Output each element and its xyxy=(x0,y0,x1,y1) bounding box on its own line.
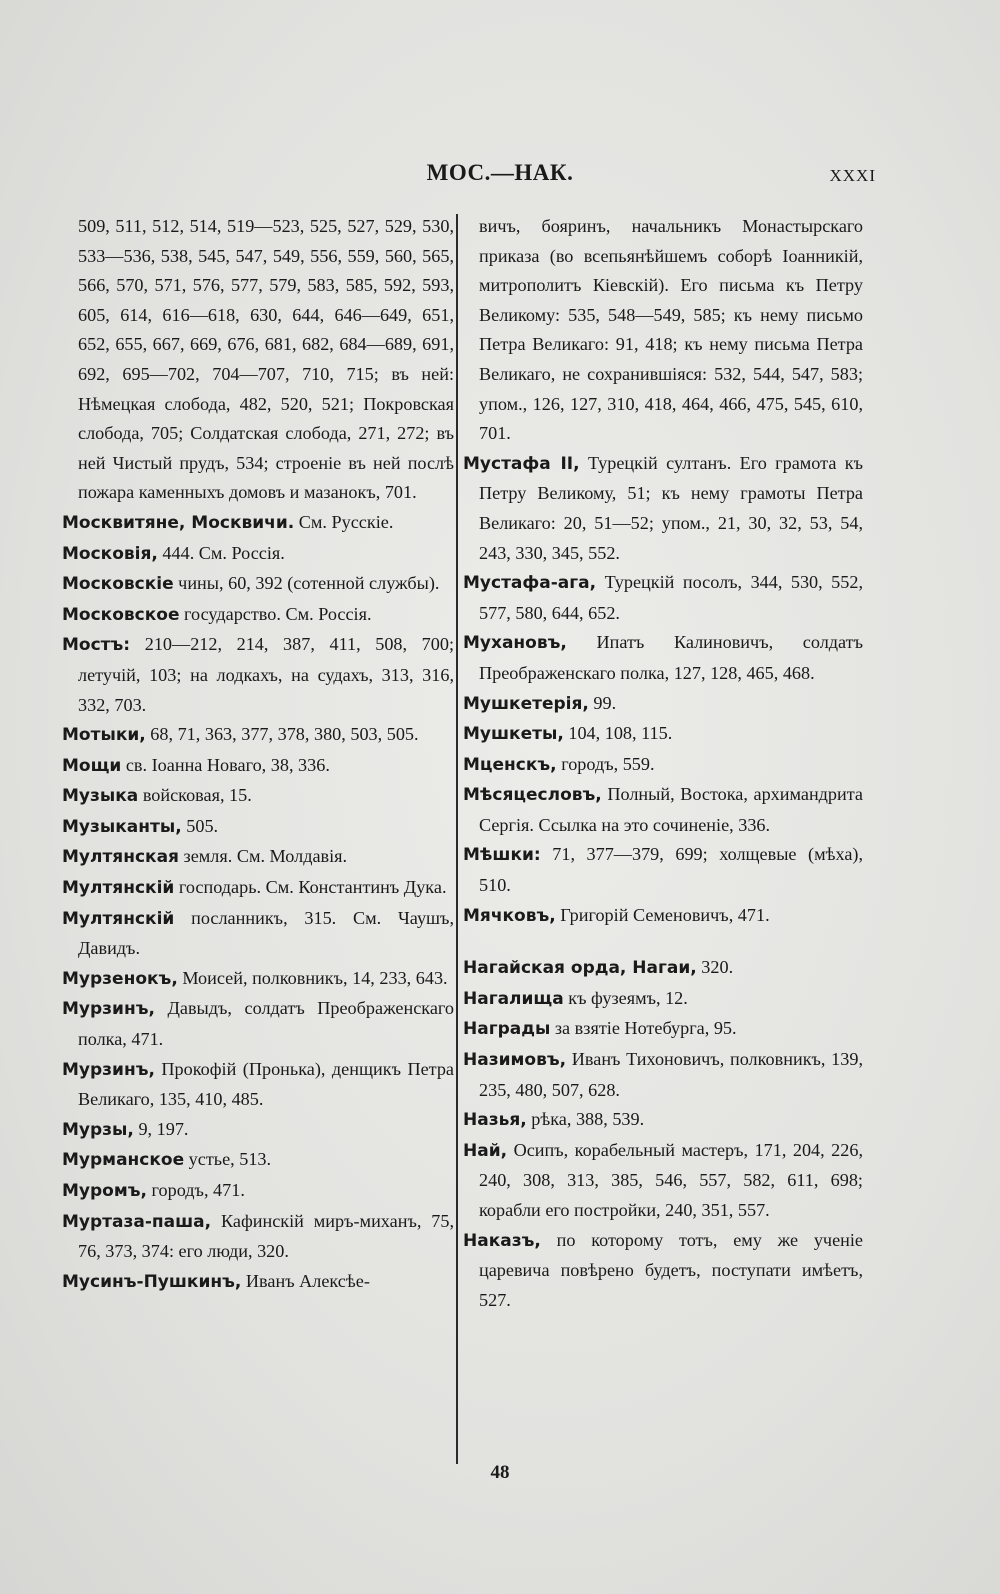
index-entry xyxy=(463,719,863,750)
entry-text: 99. xyxy=(593,692,617,713)
entry-text: Григорій Семеновичъ, 471. xyxy=(560,904,770,925)
index-entry xyxy=(62,1267,454,1298)
index-entry xyxy=(62,720,454,751)
running-head-title: МОС.—НАК. xyxy=(426,160,574,185)
entry-text: Давыдъ, солдатъ Преображенскаго полка, 471. xyxy=(78,998,455,1050)
entry-headword: Мурзы, xyxy=(62,1119,134,1140)
entry-headword: Мостъ: xyxy=(62,635,131,656)
entry-headword: Мушкеты, xyxy=(463,724,564,745)
index-entry xyxy=(62,539,454,570)
entry-headword: Нагайская орда, Нагаи, xyxy=(463,958,697,979)
index-entry xyxy=(62,1207,454,1267)
entry-text: вичъ, бояринъ, начальникъ Монастырскаго приказа (во всепьянѣйшемъ соборѣ Іоанникій, митрополитъ Кіевскій). Его письма къ Петру Великому: 535, 548—549, 585; къ нему письмо Петра Великаго: 91, 418; къ нему письма Петра Великаго, не сохранившіяся: 532, 544, 547, 583; упом., 126, 127, 310, 418, 464, 466, 475, 545, 610, 701. xyxy=(479,216,863,444)
index-entry xyxy=(62,1145,454,1176)
entry-text: Прокофій (Пронька), денщикъ Петра Великаго, 135, 410, 485. xyxy=(78,1058,454,1110)
entry-headword: Мурманское xyxy=(62,1150,185,1171)
entry-headword: Мощи xyxy=(62,755,122,776)
entry-text: Иванъ Тихоновичъ, полковникъ, 139, 235, 480, 507, 628. xyxy=(479,1049,864,1100)
right-column xyxy=(463,212,863,1315)
entry-headword: Мултянскій xyxy=(62,878,175,899)
index-entry xyxy=(463,1105,863,1136)
entry-text: 68, 71, 363, 377, 378, 380, 503, 505. xyxy=(150,724,419,745)
entry-text: См. Русскіе. xyxy=(298,511,394,532)
index-entry xyxy=(62,842,454,873)
running-head-roman-numeral: XXXI xyxy=(829,166,876,185)
entry-text: земля. См. Молдавія. xyxy=(183,846,348,867)
entry-text: за взятіе Нотебурга, 95. xyxy=(554,1018,737,1039)
index-entry xyxy=(62,904,454,964)
index-entry xyxy=(62,1055,454,1115)
index-entry xyxy=(62,781,454,812)
index-entry xyxy=(62,994,454,1054)
index-entry xyxy=(62,1176,454,1207)
index-entry xyxy=(463,953,863,984)
index-entry xyxy=(463,689,863,720)
entry-headword: Москвитяне, Москвичи. xyxy=(62,512,295,533)
entry-text: Ипатъ Калиновичъ, солдатъ Преображенскаго полка, 127, 128, 465, 468. xyxy=(479,632,863,683)
entry-text: войсковая, 15. xyxy=(142,785,252,806)
index-entry xyxy=(463,1226,863,1316)
entry-text: Турецкій султанъ. Его грамота къ Петру Великому, 51; къ нему грамоты Петра Великаго: 20, 51—52; упом., 21, 30, 32, 53, 54, 243, 330, 345, 552. xyxy=(479,452,863,563)
index-entry xyxy=(463,780,863,840)
entry-headword: Наказъ, xyxy=(463,1230,541,1251)
index-entry xyxy=(463,1014,863,1045)
index-entry xyxy=(62,964,454,995)
entry-text: къ фузеямъ, 12. xyxy=(568,987,688,1008)
entry-text: городъ, 559. xyxy=(561,753,655,774)
entry-headword: Мячковъ, xyxy=(463,905,556,926)
entry-text: городъ, 471. xyxy=(151,1180,245,1200)
entry-headword: Мусинъ-Пушкинъ, xyxy=(62,1271,242,1292)
entry-headword: Мѣшки: xyxy=(463,845,541,866)
index-entry xyxy=(62,569,454,600)
index-entry xyxy=(62,873,454,904)
entry-headword: Мѣсяцесловъ, xyxy=(463,785,602,806)
index-entry xyxy=(463,1136,863,1226)
entry-text: Кафинскій миръ-миханъ, 75, 76, 373, 374: его люди, 320. xyxy=(78,1210,455,1262)
entry-text: св. Іоанна Новаго, 38, 336. xyxy=(125,754,330,775)
index-entry xyxy=(463,901,863,932)
entry-text: господарь. См. Константинъ Дука. xyxy=(178,877,447,898)
index-entry xyxy=(463,750,863,781)
entry-headword: Музыканты, xyxy=(62,816,182,837)
index-entry xyxy=(62,508,454,539)
entry-headword: Мултянскій xyxy=(62,908,175,929)
entry-text: Осипъ, корабельный мастеръ, 171, 204, 226, 240, 308, 313, 385, 546, 557, 582, 611, 698; корабли его постройки, 240, 351, 557. xyxy=(479,1139,863,1220)
index-entry xyxy=(463,1045,863,1105)
entry-headword: Назимовъ, xyxy=(463,1050,567,1071)
entry-headword: Муромъ, xyxy=(62,1181,147,1201)
entry-text: устье, 513. xyxy=(188,1149,272,1170)
index-entry xyxy=(463,449,863,568)
entry-text: чины, 60, 392 (сотенной службы). xyxy=(178,573,440,594)
entry-headword: Мултянская xyxy=(62,847,179,868)
entry-headword: Нагалища xyxy=(463,988,564,1009)
index-entry xyxy=(62,212,454,508)
index-entry xyxy=(62,751,454,782)
index-entry xyxy=(463,984,863,1015)
entry-headword: Московія, xyxy=(62,543,158,564)
entry-headword: Мушкетерія, xyxy=(463,693,589,714)
entry-headword: Мустафа-ага, xyxy=(463,573,597,594)
page-number: 48 xyxy=(490,1462,510,1483)
entry-text: Моисей, полковникъ, 14, 233, 643. xyxy=(182,967,448,988)
entry-text: 444. См. Россія. xyxy=(162,542,285,563)
entry-headword: Мотыки, xyxy=(62,725,146,746)
entry-text: 210—212, 214, 387, 411, 508, 700; летучій, 103; на лодкахъ, на судахъ, 313, 316, 332, 703. xyxy=(78,634,454,715)
entry-headword: Мухановъ, xyxy=(463,633,567,654)
index-entry xyxy=(62,600,454,631)
entry-text: 104, 108, 115. xyxy=(568,723,673,744)
entry-headword: Награды xyxy=(463,1019,551,1040)
entry-headword: Мурзенокъ, xyxy=(62,968,178,989)
entry-headword: Мурзинъ, xyxy=(62,1059,155,1080)
entry-text: 320. xyxy=(701,957,734,978)
entry-headword: Най, xyxy=(463,1140,508,1161)
entry-headword: Мценскъ, xyxy=(463,754,557,775)
left-column xyxy=(62,212,454,1297)
entry-text: 9, 197. xyxy=(138,1118,189,1139)
entry-headword: Мустафа II, xyxy=(463,453,580,474)
index-entry xyxy=(463,628,863,688)
entry-text: 505. xyxy=(186,815,219,836)
column-divider xyxy=(456,214,458,1464)
entry-text: государство. См. Россія. xyxy=(184,603,372,624)
entry-headword: Музыка xyxy=(62,786,139,807)
entry-headword: Московскіе xyxy=(62,574,174,595)
index-entry xyxy=(62,812,454,843)
index-entry xyxy=(62,1115,454,1146)
index-entry xyxy=(463,568,863,628)
entry-headword: Мурзинъ, xyxy=(62,999,155,1020)
entry-text: Турецкій посолъ, 344, 530, 552, 577, 580, 644, 652. xyxy=(479,572,863,623)
index-entry xyxy=(463,840,863,900)
entry-text: 71, 377—379, 699; холщевые (мѣха), 510. xyxy=(479,844,864,896)
index-entry xyxy=(463,212,863,449)
entry-text: Полный, Востока, архимандрита Сергія. Ссылка на это сочиненіе, 336. xyxy=(479,784,864,835)
entry-headword: Муртаза-паша, xyxy=(62,1211,212,1232)
entry-text: 509, 511, 512, 514, 519—523, 525, 527, 529, 530, 533—536, 538, 545, 547, 549, 556, 559, 560, 565, 566, 570, 571, 576, 577, 579, 583, 585, 592, 593, 605, 614, 616—618, 630, 644, 646—649, 651, 652, 655, 667, 669, 676, 681, 682, 684—689, 691, 692, 695—702, 704—707, 710, 715; въ ней: Нѣмецкая слобода, 482, 520, 521; Покровская слобода, 705; Солдатская слобода, 271, 272; въ ней Чистый прудъ, 534; строеніе въ ней послѣ пожара каменныхъ домовъ и мазанокъ, 701. xyxy=(78,216,454,503)
entry-headword: Назья, xyxy=(463,1110,527,1131)
index-entry xyxy=(62,630,454,720)
entry-text: рѣка, 388, 539. xyxy=(531,1109,645,1130)
entry-text: Иванъ Алексѣе- xyxy=(245,1270,370,1291)
entry-text: по которому тотъ, ему же ученіе царевича повѣрено будетъ, поступати имѣетъ, 527. xyxy=(479,1229,864,1310)
entry-text: посланникъ, 315. См. Чаушъ, Давидъ. xyxy=(78,907,455,959)
entry-headword: Московское xyxy=(62,604,180,625)
